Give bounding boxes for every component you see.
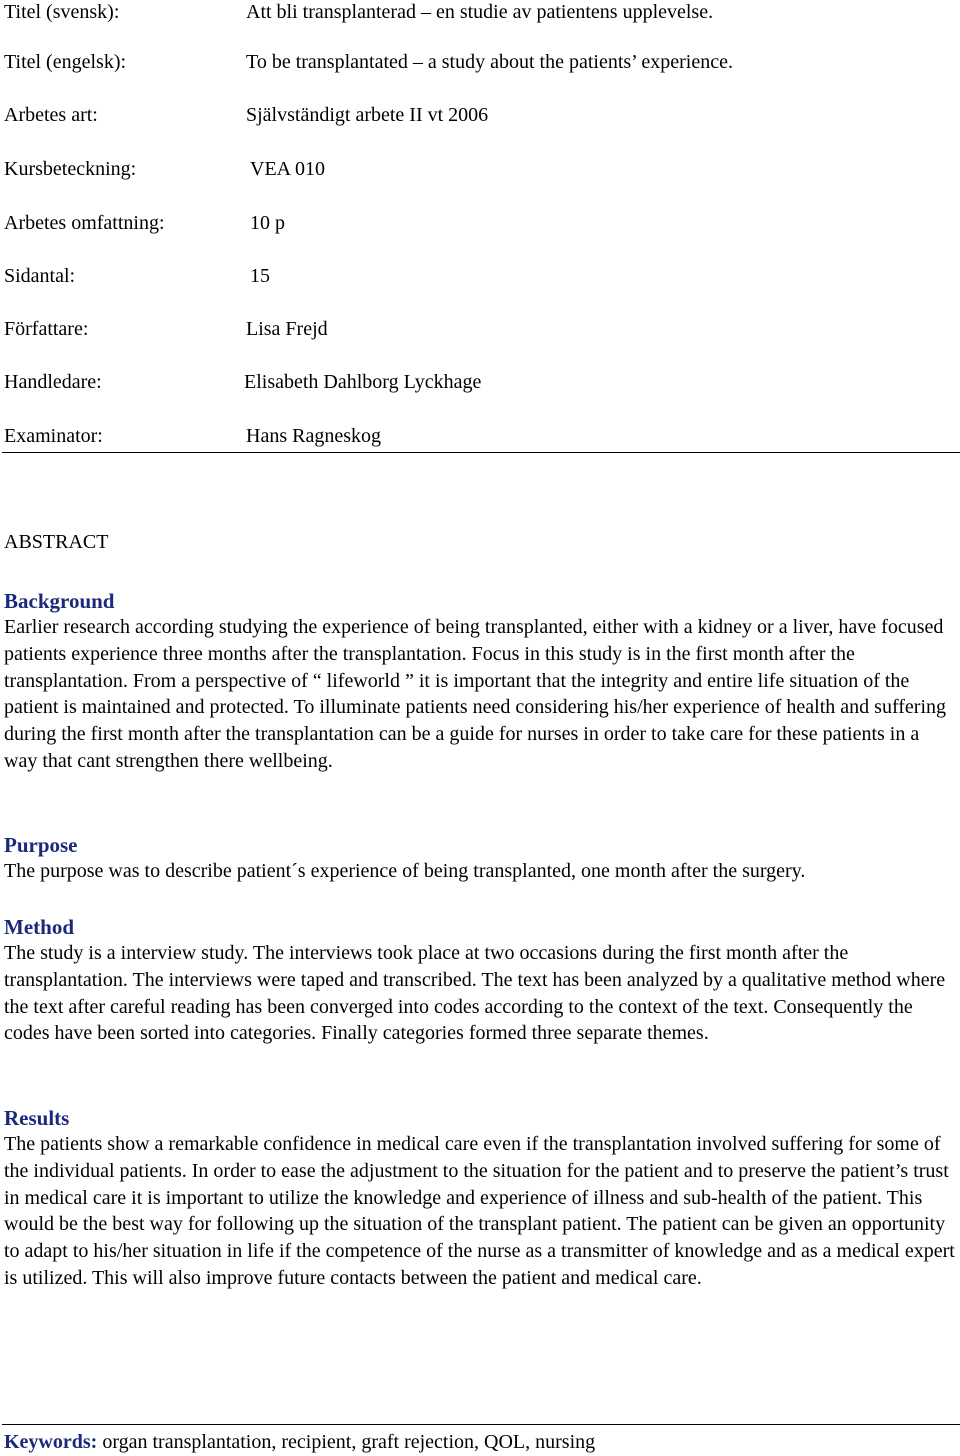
meta-label: Författare: [4, 318, 89, 340]
section-purpose [4, 832, 956, 885]
section-results [4, 1105, 956, 1292]
section-heading: Results [4, 1106, 70, 1130]
meta-label: Kursbeteckning: [4, 158, 137, 180]
meta-value: Hans Ragneskog [246, 425, 381, 447]
section-text: The purpose was to describe patient´s experience of being transplanted, one month after the surgery. [4, 860, 806, 882]
section-heading: Background [4, 589, 115, 613]
meta-label: Titel (engelsk): [4, 51, 127, 73]
section-text: The study is a interview study. The interviews took place at two occasions during the first month after the transplantation. The interviews were taped and transcribed. The text has been analyzed by a qualitative method where the text after careful reading has been converged into codes according to the context of the text. Consequently the codes have been sorted into categories. Finally categories formed three separate themes. [4, 942, 946, 1045]
footer-divider [2, 1424, 960, 1425]
meta-label: Sidantal: [4, 265, 76, 287]
header-divider [2, 452, 960, 453]
meta-value: 15 [250, 265, 270, 287]
abstract-label: ABSTRACT [4, 531, 109, 553]
section-heading: Purpose [4, 833, 78, 857]
meta-label: Examinator: [4, 425, 103, 447]
section-text: The patients show a remarkable confidence in medical care even if the transplantation involved suffering for some of the individual patients. In order to ease the adjustment to the situation for the patient and to preserve the patient’s trust in medical care it is important to utilize the knowledge and experience of illness and sub-health of the patient. This would be the best way for following up the situation of the transplant patient. The patient can be given an opportunity to adapt to his/her situation in life if the competence of the nurse as a transmitter of knowledge and as a medical expert is utilized. This will also improve future contacts between the patient and medical care. [4, 1133, 955, 1289]
section-text: Earlier research according studying the experience of being transplanted, either with a kidney or a liver, have focused patients experience three months after the transplantation. Focus in this study is in the first month after the transplantation. From a perspective of “ lifeworld ” it is important that the integrity and entire life situation of the patient is maintained and protected. To illuminate patients need considering his/her experience of health and suffering during the first month after the transplantation can be a guide for nurses in order to take care for these patients in a way that cant strengthen there wellbeing. [4, 616, 947, 772]
meta-label: Arbetes art: [4, 104, 98, 126]
section-method [4, 914, 956, 1047]
keywords-label: Keywords: [4, 1431, 98, 1453]
meta-value: Att bli transplanterad – en studie av patientens upplevelse. [246, 1, 714, 23]
meta-value: Självständigt arbete II vt 2006 [246, 104, 489, 126]
meta-value: Lisa Frejd [246, 318, 328, 340]
section-heading: Method [4, 915, 74, 939]
meta-label: Arbetes omfattning: [4, 212, 165, 234]
meta-value: Elisabeth Dahlborg Lyckhage [244, 371, 482, 393]
keywords-text: organ transplantation, recipient, graft rejection, QOL, nursing [102, 1431, 596, 1453]
keywords-line [4, 1430, 595, 1454]
meta-label: Titel (svensk): [4, 1, 120, 23]
meta-value: VEA 010 [250, 158, 325, 180]
section-background [4, 588, 956, 775]
meta-value: 10 p [250, 212, 285, 234]
meta-label: Handledare: [4, 371, 102, 393]
meta-value: To be transplantated – a study about the patients’ experience. [246, 51, 733, 73]
